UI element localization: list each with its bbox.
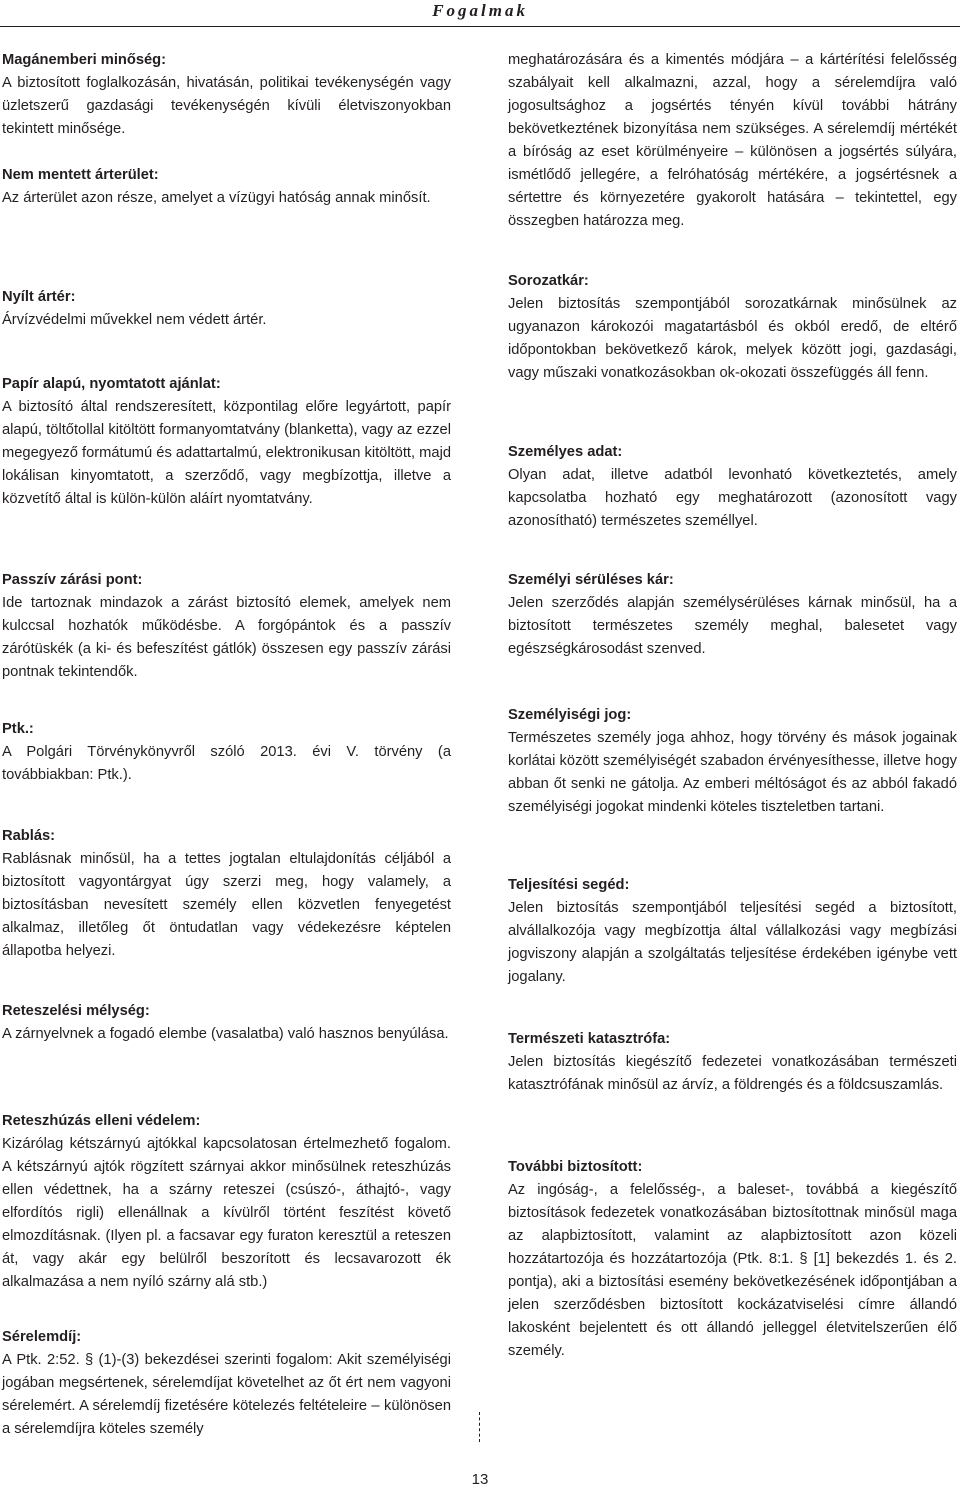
definition-entry xyxy=(508,270,957,385)
term-definition: Jelen biztosítás szempontjából sorozatkárnak minősülnek az ugyanazon károkozói magatartásból és okból eredő, de eltérő időpontokban bekövetkező károk, melyek között jogi, gazdasági, vagy műszaki vonatkozásokban ok-okozati összefüggés áll fenn. xyxy=(508,296,957,381)
term-definition: Jelen biztosítás kiegészítő fedezetei vonatkozásában természeti katasztrófának minősül az árvíz, a földrengés és a földcsuszamlás. xyxy=(508,1054,957,1093)
term-heading: Nyílt ártér: xyxy=(2,289,76,305)
term-definition: Természetes személy joga ahhoz, hogy törvény és mások jogainak korlátai között személyiségét szabadon érvényesíthesse, illetve hogy abban őt senki ne gátolja. Az emberi méltóságot és az abból fakadó személyiségi jogokat mindenki köteles tiszteletben tartani. xyxy=(508,730,957,815)
term-definition: Jelen biztosítás szempontjából teljesítési segéd a biztosított, alvállalkozója vagy megbízottja által vállalkozási vagy megbízási jogviszony alapján a szolgáltatás teljesítése érdekében igénybe vett jogalany. xyxy=(508,900,957,985)
term-definition: Árvízvédelmi művekkel nem védett ártér. xyxy=(2,312,267,328)
term-definition: Rablásnak minősül, ha a tettes jogtalan eltulajdonítás céljából a biztosított vagyontárgyat úgy szerzi meg, hogy valamely, a biztosításban nevesített személy ellen közvetlen fenyegetést alkalmaz, illetőleg őt öntudatlan vagy védekezésre képtelen állapotba helyezi. xyxy=(2,851,451,959)
term-heading: Személyiségi jog: xyxy=(508,707,632,723)
definition-entry xyxy=(2,286,451,332)
term-heading: További biztosított: xyxy=(508,1159,643,1175)
definition-entry xyxy=(2,1110,451,1294)
definition-entry xyxy=(508,1156,957,1363)
definition-entry xyxy=(2,569,451,684)
definition-entry xyxy=(508,874,957,989)
term-definition: Olyan adat, illetve adatból levonható következtetés, amely kapcsolatba hozható egy meghatározott (azonosított vagy azonosítható) természetes személlyel. xyxy=(508,467,957,529)
term-definition: meghatározására és a kimentés módjára – a kártérítési felelősség szabályait kell alkalmazni, azzal, hogy a sérelemdíjra való jogosultsághoz a jogsértés tényén kívül további hátrány bekövetkeztének bizonyítása nem szükséges. A sérelemdíj mértékét a bíróság az eset körülményeire – különösen a jogsértés súlyára, ismétlődő jellegére, a felróhatóság mértékére, a jogsértésnek a sértettre és környezetére gyakorolt hatására – tekintettel, egy összegben határozza meg. xyxy=(508,52,957,229)
term-definition: Jelen szerződés alapján személysérüléses kárnak minősül, ha a biztosított természetes személy meghal, balesetet vagy egészségkárosodást szenved. xyxy=(508,595,957,657)
definition-entry xyxy=(2,49,451,141)
term-heading: Ptk.: xyxy=(2,721,34,737)
definition-entry xyxy=(2,718,451,787)
definition-continuation xyxy=(508,49,957,233)
term-heading: Természeti katasztrófa: xyxy=(508,1031,671,1047)
section-title: Fogalmak xyxy=(432,1,528,20)
term-definition: A zárnyelvnek a fogadó elembe (vasalatba) való hasznos benyúlása. xyxy=(2,1026,449,1042)
term-definition: Az árterület azon része, amelyet a vízügyi hatóság annak minősít. xyxy=(2,190,431,206)
definition-entry xyxy=(2,164,451,210)
term-heading: Nem mentett árterület: xyxy=(2,167,159,183)
page-header xyxy=(0,0,960,27)
definition-entry xyxy=(508,1028,957,1097)
term-definition: Kizárólag kétszárnyú ajtókkal kapcsolatosan értelmezhető fogalom. A kétszárnyú ajtók rögzített szárnyai akkor minősülnek reteszhúzás ellen védettnek, ha a szárny reteszei (csúszó-, áthajtó-, vagy elfordítós rigli) ellenállnak a kívülről történt feszítést követő elmozdításnak. (Ilyen pl. a facsavar egy furaton keresztül a reteszen át, vagy akár egy belülről beszorított és lecsavarozott ék alkalmazása a nem nyíló szárny alá stb.) xyxy=(2,1136,451,1290)
term-heading: Reteszhúzás elleni védelem: xyxy=(2,1113,201,1129)
term-definition: A Ptk. 2:52. § (1)-(3) bekezdései szerinti fogalom: Akit személyiségi jogában megsértenek, sérelemdíjat követelhet az őt ért nem vagyoni sérelemért. A sérelemdíj fizetésére kötelezés feltételeire – különösen a sérelemdíjra köteles személy xyxy=(2,1352,451,1437)
definition-entry xyxy=(508,441,957,533)
term-heading: Sorozatkár: xyxy=(508,273,589,289)
definition-entry xyxy=(508,569,957,661)
term-definition: A biztosító által rendszeresített, központilag előre legyártott, papír alapú, töltőtollal kitöltött formanyomtatvány (blanketta), vagy az ezzel megegyező formátumú és adattartalmú, elektronikusan kitöltött, majd lokálisan kinyomtatott, a szerződő, vagy megbízottja, illetve a közvetítő által is külön-külön aláírt nyomtatvány. xyxy=(2,399,452,507)
term-heading: Személyi sérüléses kár: xyxy=(508,572,674,588)
term-definition: Ide tartoznak mindazok a zárást biztosító elemek, amelyek nem kulccsal hozhatók működésbe. A forgópántok és a passzív zárótüskék (a ki- és befeszítést gátlók) összesen egy passzív zárási pontnak tekintendők. xyxy=(2,595,451,680)
term-definition: A Polgári Törvénykönyvről szóló 2013. évi V. törvény (a továbbiakban: Ptk.). xyxy=(2,744,451,783)
definition-entry xyxy=(508,704,957,819)
column-divider xyxy=(479,1412,482,1442)
term-heading: Sérelemdíj: xyxy=(2,1329,82,1345)
term-heading: Papír alapú, nyomtatott ajánlat: xyxy=(2,376,221,392)
term-heading: Személyes adat: xyxy=(508,444,623,460)
term-heading: Passzív zárási pont: xyxy=(2,572,143,588)
page-number: 13 xyxy=(471,1471,489,1488)
definition-entry xyxy=(2,825,451,963)
term-heading: Magánemberi minőség: xyxy=(2,52,167,68)
definition-entry xyxy=(2,1326,451,1441)
term-heading: Teljesítési segéd: xyxy=(508,877,630,893)
definition-entry xyxy=(2,1000,451,1046)
definition-entry xyxy=(2,373,451,511)
term-definition: Az ingóság-, a felelősség-, a baleset-, továbbá a kiegészítő biztosítások fedezetek vonatkozásában biztosítottnak minősül maga az alapbiztosított, valamint az alapbiztosított azon közeli hozzátartozója és hozzátartozója (Ptk. 8:1. § [1] bekezdés 1. és 2. pontja), aki a biztosítási esemény bekövetkezésének időpontjában a jelen szerződésben biztosított kockázatviselési címre állandó lakosként bejelentett és ott állandó jelleggel életvitelszerűen élő személy. xyxy=(508,1182,957,1359)
term-heading: Rablás: xyxy=(2,828,56,844)
term-heading: Reteszelési mélység: xyxy=(2,1003,150,1019)
term-definition: A biztosított foglalkozásán, hivatásán, politikai tevékenységén vagy üzletszerű gazdasági tevékenységén kívüli életviszonyokban tekintett minősége. xyxy=(2,75,451,137)
